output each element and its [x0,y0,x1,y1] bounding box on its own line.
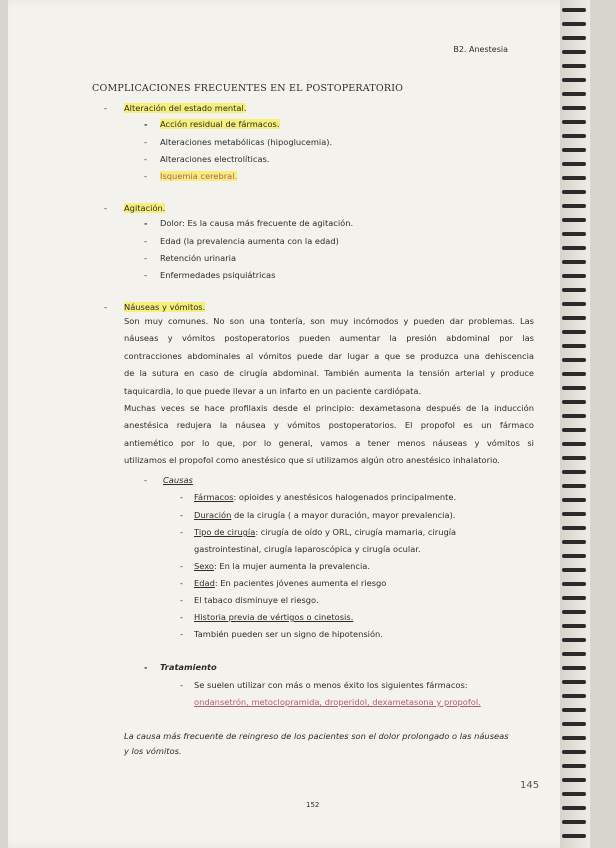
spiral-coil [562,680,586,684]
bullet-dash: - [180,595,183,605]
cause-item: Fármacos: opioides y anestésicos halogenados principalmente. [194,492,457,502]
spiral-coil [562,162,586,166]
spiral-coil [562,232,586,236]
section-heading-agitacion: Agitación. [124,203,166,213]
spiral-coil [562,792,586,796]
list-item: Alteraciones metabólicas (hipoglucemia). [160,137,333,147]
tratamiento-text: Se suelen utilizar con más o menos éxito los siguientes fármacos: [194,680,468,690]
spiral-coil [562,666,586,670]
spiral-coil [562,92,586,96]
bullet-dash: - [144,662,148,672]
list-item: Acción residual de fármacos. [160,119,280,129]
spiral-coil [562,582,586,586]
spiral-coil [562,344,586,348]
spiral-coil [562,22,586,26]
cause-item: El tabaco disminuye el riesgo. [194,595,319,605]
spiral-coil [562,568,586,572]
notebook-page [8,0,590,848]
spiral-coil [562,456,586,460]
spiral-coil [562,428,586,432]
bullet-dash: - [180,561,183,571]
spiral-coil [562,806,586,810]
spiral-coil [562,526,586,530]
bullet-dash: - [104,203,107,213]
page-header: B2. Anestesia [453,45,508,54]
bullet-dash: - [180,629,183,639]
spiral-coil [562,316,586,320]
printed-page-number: 152 [306,801,320,809]
list-item: Alteraciones electrolíticas. [160,154,270,164]
bullet-dash: - [144,119,148,129]
cause-item: Historia previa de vértigos o cinetosis. [194,612,354,622]
bullet-dash: - [144,171,147,181]
tratamiento-drugs: ondansetrón, metoclopramida, droperidol, dexametasona y propofol. [194,697,481,707]
cause-item: Duración de la cirugía ( a mayor duración, mayor prevalencia). [194,510,456,520]
paragraph-line: anestésica redujera la náusea y vómitos postoperatorios. El propofol es un fármaco [124,420,534,431]
spiral-coil [562,36,586,40]
spiral-coil [562,260,586,264]
list-item: Enfermedades psiquiátricas [160,270,276,280]
spiral-coil [562,624,586,628]
spiral-coil [562,386,586,390]
spiral-coil [562,204,586,208]
bullet-dash: - [144,253,147,263]
list-item: Isquemia cerebral. [160,171,238,181]
spiral-coil [562,78,586,82]
spiral-coil [562,8,586,12]
spiral-coil [562,540,586,544]
spiral-coil [562,554,586,558]
bullet-dash: - [144,270,147,280]
paragraph-line: Son muy comunes. No son una tontería, son muy incómodos y pueden dar problemas. Las [124,316,534,326]
spiral-coil [562,176,586,180]
spiral-coil [562,274,586,278]
list-item: Dolor: Es la causa más frecuente de agitación. [160,218,354,228]
bullet-dash: - [144,154,147,164]
bullet-dash: - [180,492,183,502]
spiral-binding [560,0,590,848]
spiral-coil [562,512,586,516]
cause-item-continued: gastrointestinal, cirugía laparoscópica y cirugía ocular. [194,544,421,554]
paragraph-line: contracciones abdominales al vómitos puede dar lugar a que se produzca una dehiscencia [124,350,534,361]
spiral-coil [562,302,586,306]
spiral-coil [562,498,586,502]
cause-item: Tipo de cirugía: cirugía de oído y ORL, cirugía mamaria, cirugía [194,527,457,537]
spiral-coil [562,484,586,488]
spiral-coil [562,750,586,754]
bullet-dash: - [144,236,147,246]
conclusion-line: y los vómitos. [124,746,182,756]
spiral-coil [562,64,586,68]
cause-item: Edad: En pacientes jóvenes aumenta el riesgo [194,578,387,588]
cause-item: Sexo: En la mujer aumenta la prevalencia. [194,561,371,571]
spiral-coil [562,694,586,698]
spiral-coil [562,722,586,726]
spiral-coil [562,134,586,138]
bullet-dash: - [144,137,147,147]
spiral-coil [562,288,586,292]
list-item: Edad (la prevalencia aumenta con la edad) [160,236,339,246]
handwritten-page-number: 145 [520,780,540,791]
spiral-coil [562,708,586,712]
paragraph-nauseas [124,313,534,400]
paragraph-line: taquicardia, lo que puede llevar a un infarto en un paciente cardiópata. [124,385,422,396]
spiral-coil [562,106,586,110]
spiral-coil [562,638,586,642]
spiral-coil [562,358,586,362]
spiral-coil [562,330,586,334]
page-title: COMPLICACIONES FRECUENTES EN EL POSTOPERATORIO [92,83,404,94]
spiral-coil [562,50,586,54]
spiral-coil [562,190,586,194]
spiral-coil [562,442,586,446]
bullet-dash: - [144,218,148,228]
spiral-coil [562,736,586,740]
paragraph-line: antiemético por lo que, por lo general, vamos a tener menos náuseas y vómitos si [124,437,534,448]
bullet-dash: - [180,612,183,622]
spiral-coil [562,120,586,124]
bullet-dash: - [180,680,183,690]
cause-item: También pueden ser un signo de hipotensión. [194,629,383,639]
tratamiento-label: Tratamiento [160,662,217,672]
spiral-coil [562,764,586,768]
causas-label: Causas [163,475,193,485]
paragraph-line: utilizamos el propofol como anestésico que si utilizamos algún otro anestésico inhalatorio. [124,455,500,466]
paragraph-line: náuseas y vómitos postoperatorios pueden aumentar la presión abdominal por las [124,333,534,344]
paragraph-profilaxis [124,400,534,470]
spiral-coil [562,414,586,418]
bullet-dash: - [104,103,107,113]
paragraph-line: de la sutura en caso de cirugía abdominal. También aumenta la tensión arterial y produce [124,368,534,379]
spiral-coil [562,834,586,838]
paragraph-line: Muchas veces se hace profilaxis desde el principio: dexametasona después de la inducción [124,403,534,413]
section-heading-mental: Alteración del estado mental. [124,103,247,113]
conclusion-line: La causa más frecuente de reingreso de los pacientes son el dolor prolongado o las náuseas [124,731,509,741]
section-heading-nauseas: Náuseas y vómitos. [124,302,206,312]
spiral-coil [562,148,586,152]
spiral-coil [562,596,586,600]
spiral-coil [562,470,586,474]
spiral-coil [562,372,586,376]
spiral-coil [562,820,586,824]
bullet-dash: - [104,302,107,312]
spiral-coil [562,246,586,250]
bullet-dash: - [180,527,183,537]
bullet-dash: - [180,510,183,520]
list-item: Retención urinaria [160,253,237,263]
spiral-coil [562,610,586,614]
spiral-coil [562,218,586,222]
spiral-coil [562,778,586,782]
bullet-dash: - [180,578,183,588]
spiral-coil [562,400,586,404]
spiral-coil [562,652,586,656]
bullet-dash: - [144,475,147,485]
